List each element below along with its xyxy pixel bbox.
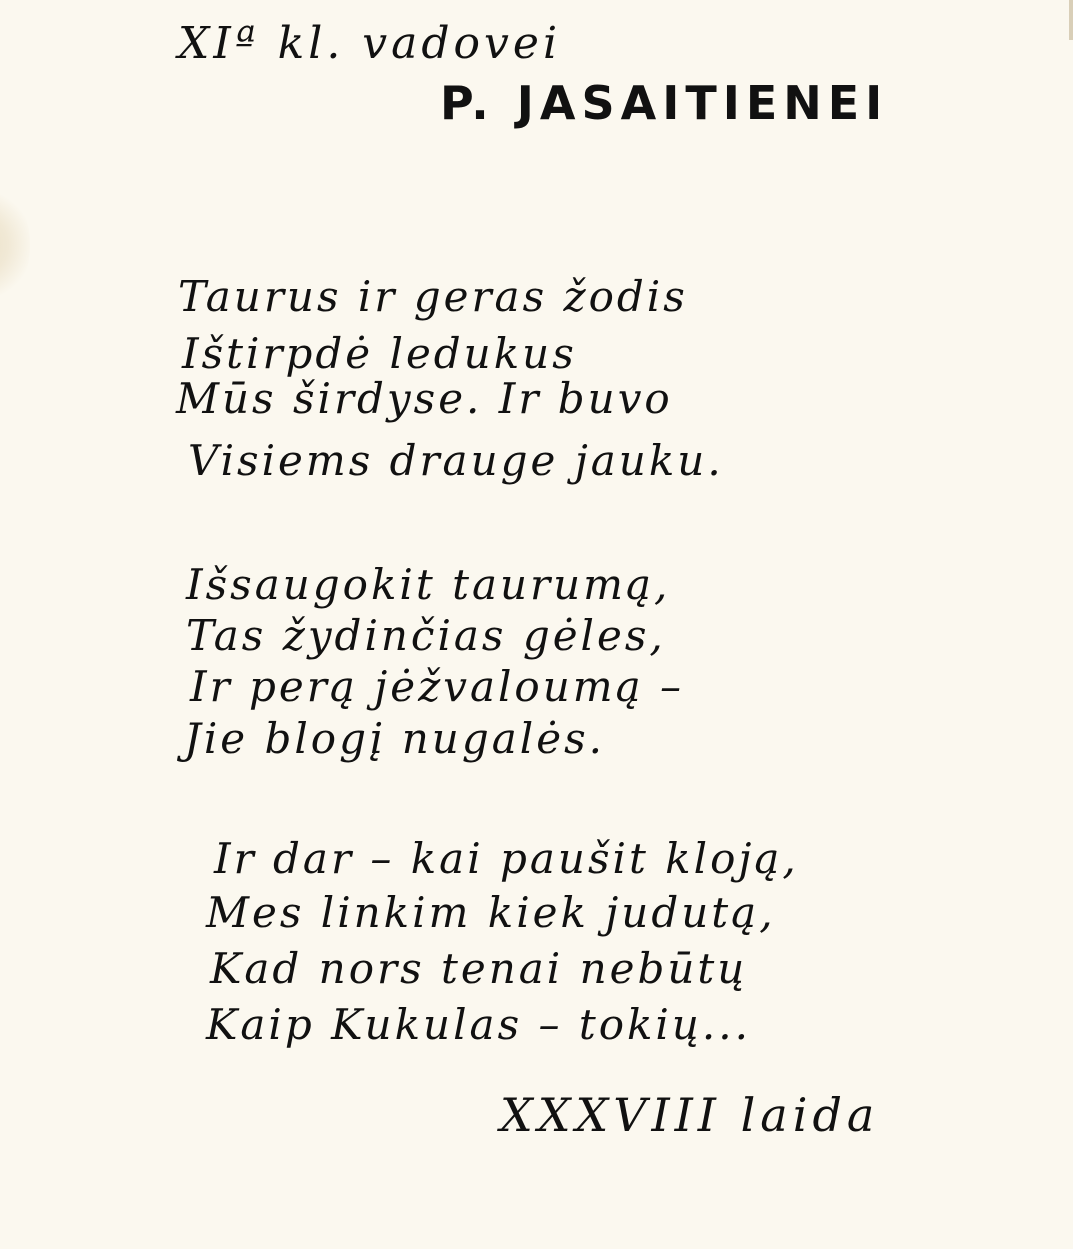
stanza-1-line-4: Visiems drauge jauku. <box>188 436 724 485</box>
stanza-3-line-3: Kad nors tenai nebūtų <box>210 944 748 993</box>
signature-class-issue: XXXVIII laida <box>500 1088 880 1142</box>
heading-class-line: XIª kl. vadovei <box>178 18 562 69</box>
stanza-3-line-2: Mes linkim kiek judutą, <box>206 888 776 937</box>
stanza-3-line-1: Ir dar – kai paušit kloją, <box>214 834 799 883</box>
stanza-2-line-2: Tas žydinčias gėles, <box>186 611 666 660</box>
stanza-1-line-1: Taurus ir geras žodis <box>178 272 688 321</box>
stanza-1-line-3: Mūs širdyse. Ir buvo <box>176 374 673 423</box>
heading-recipient-name: P. JASAITIENEI <box>440 76 889 130</box>
paper-edge-mark <box>1069 0 1073 40</box>
stanza-2-line-1: Išsaugokit taurumą, <box>186 560 671 609</box>
paper-stain <box>0 190 30 300</box>
stanza-3-line-4: Kaip Kukulas – tokių... <box>206 1000 751 1049</box>
stanza-2-line-3: Ir perą jėžvaloumą – <box>190 662 684 711</box>
stanza-2-line-4: Jie blogį nugalės. <box>184 714 605 763</box>
stanza-1-line-2: Ištirpdė ledukus <box>182 329 577 378</box>
